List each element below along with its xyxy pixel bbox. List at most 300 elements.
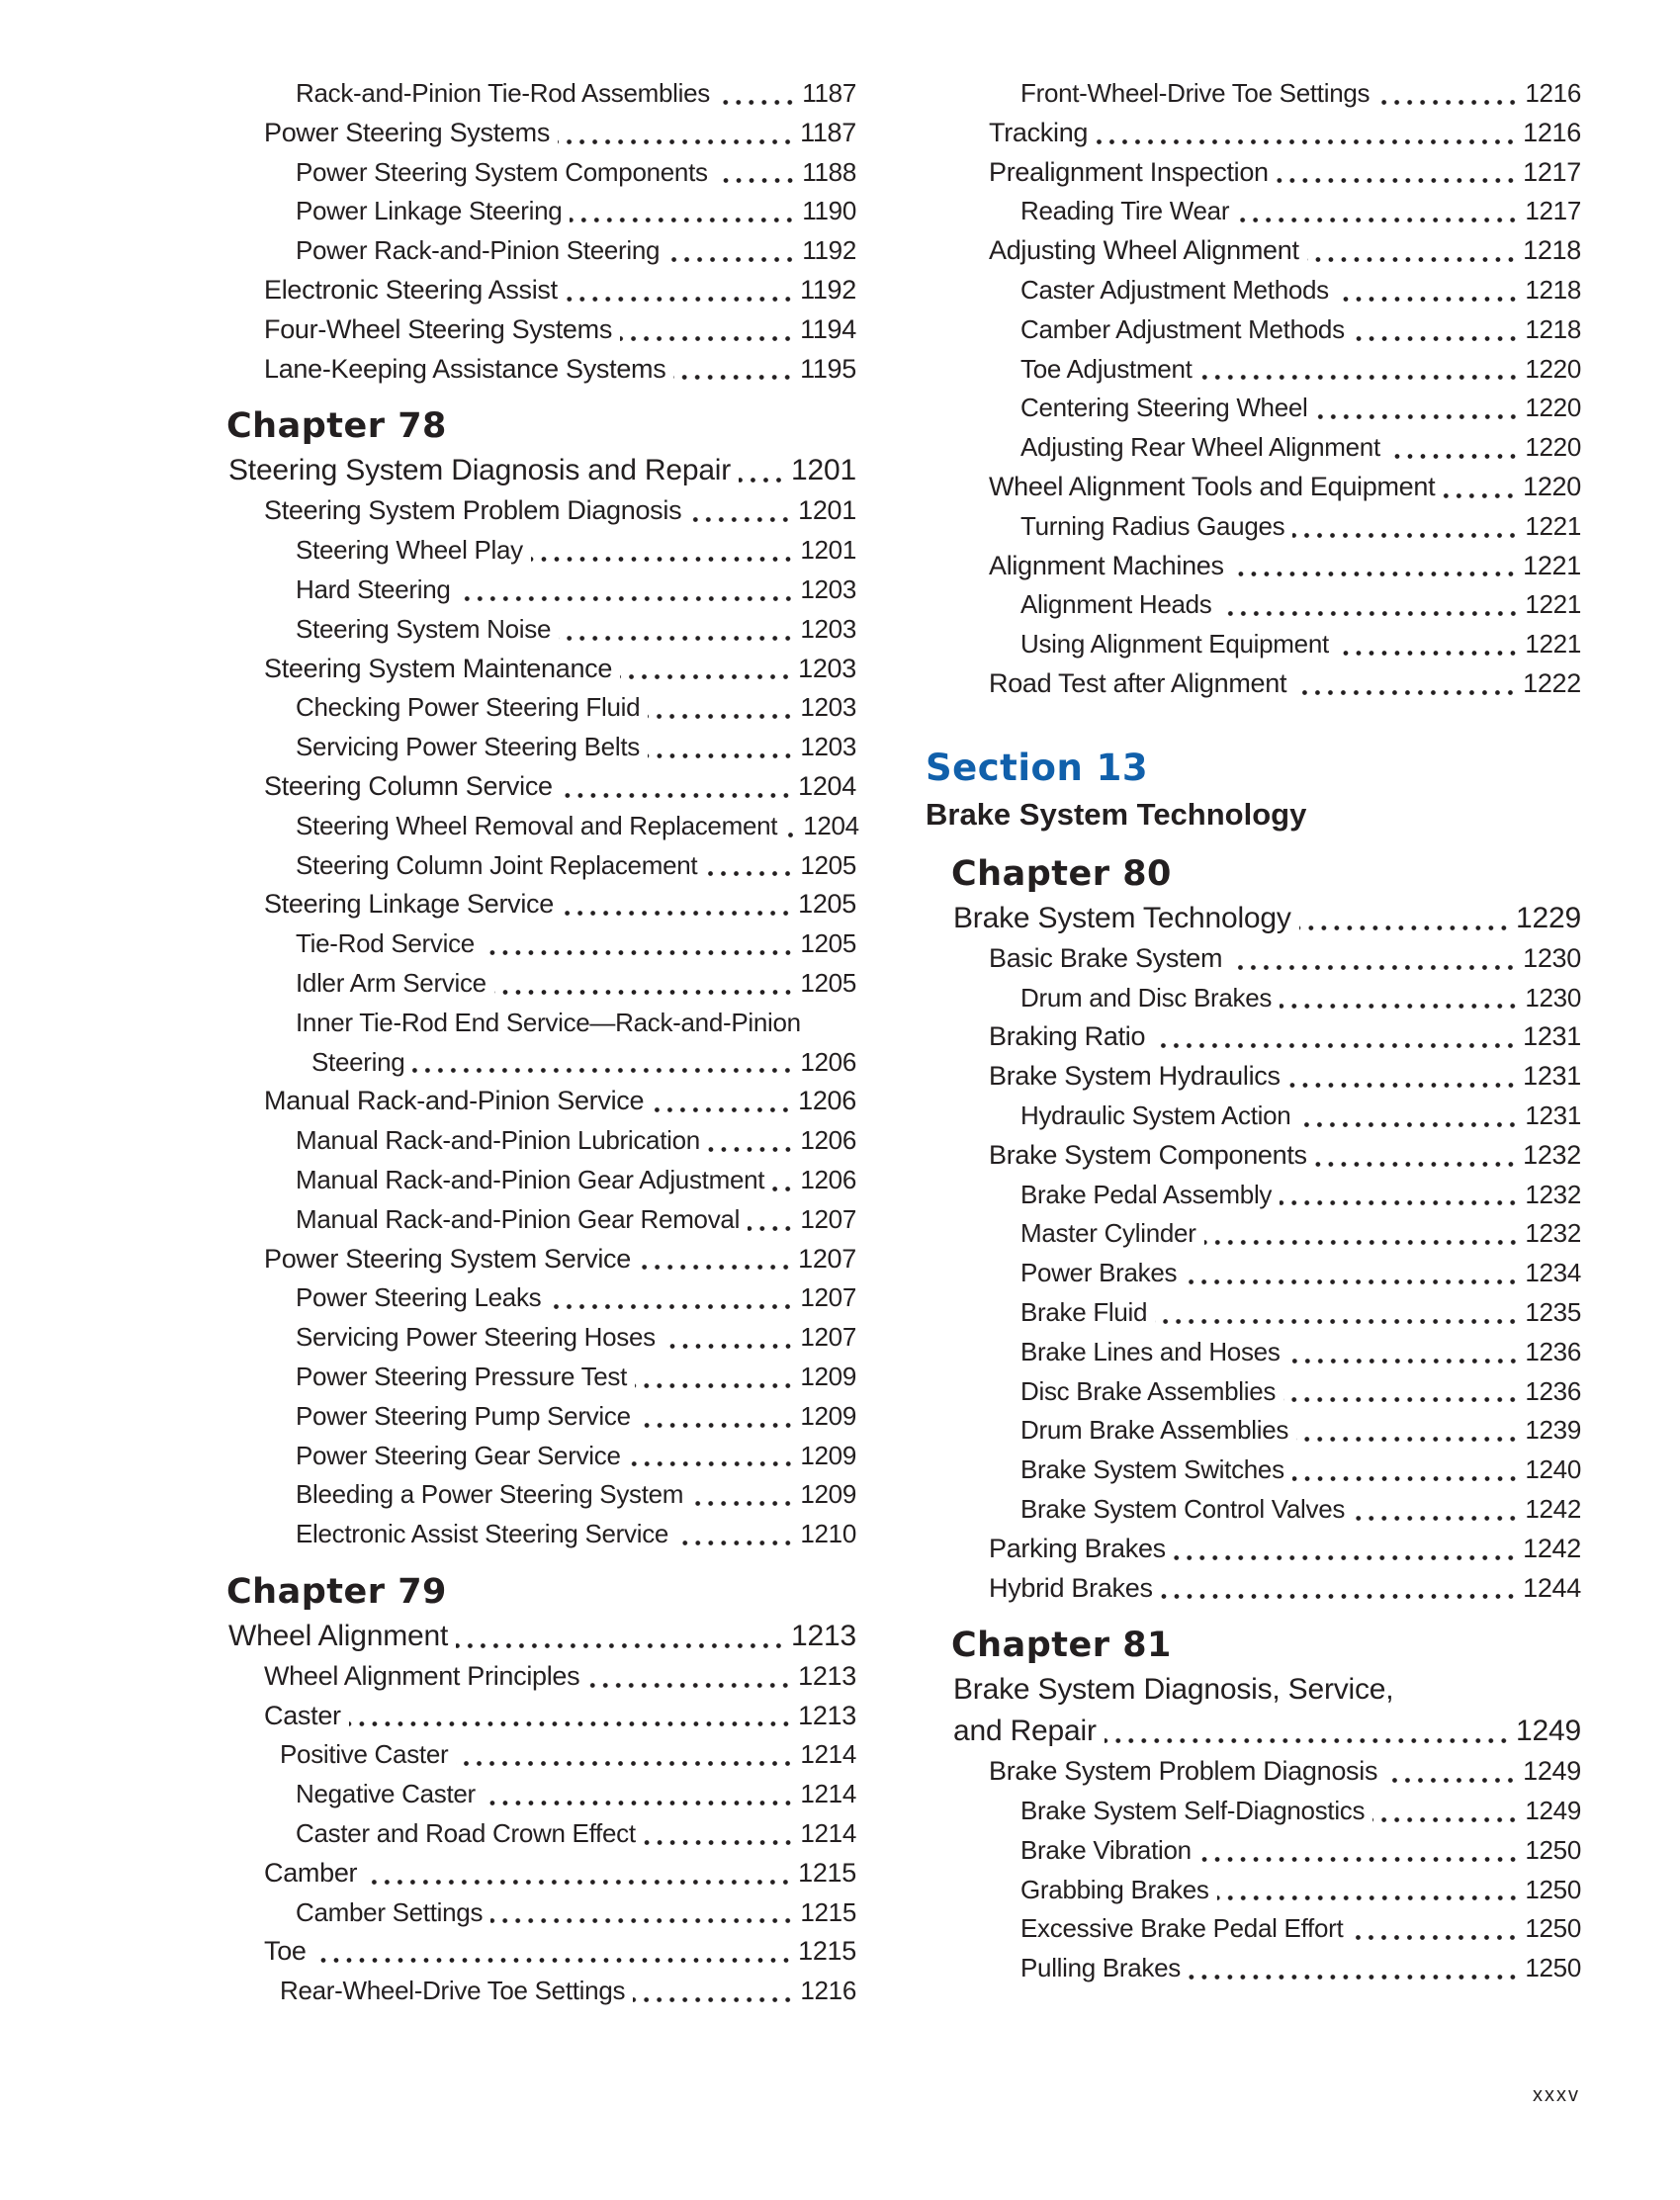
toc-entry-page: 1217 xyxy=(1523,156,1581,187)
toc-entry-label: Rack-and-Pinion Tie-Rod Assemblies xyxy=(296,78,710,108)
dot-leader xyxy=(549,1278,794,1318)
dot-leader xyxy=(1280,979,1519,1018)
toc-entry xyxy=(926,1372,1581,1412)
dot-leader xyxy=(456,1735,794,1775)
dot-leader xyxy=(1161,1569,1517,1609)
toc-entry-page: 1232 xyxy=(1525,1179,1581,1209)
toc-entry xyxy=(201,650,856,689)
toc-entry-page: 1232 xyxy=(1523,1139,1581,1170)
toc-entry-page: 1201 xyxy=(800,535,856,566)
toc-entry-page: 1250 xyxy=(1525,1834,1581,1865)
chapter-heading: Chapter 80 xyxy=(951,853,1172,894)
toc-entry-page: 1215 xyxy=(800,1896,856,1927)
toc-entry-page: 1220 xyxy=(1525,432,1581,463)
toc-entry xyxy=(926,271,1581,310)
toc-entry xyxy=(201,1893,856,1933)
toc-entry xyxy=(926,1057,1581,1097)
toc-entry-page: 1230 xyxy=(1523,942,1581,973)
toc-entry-page: 1188 xyxy=(802,156,856,187)
toc-entry xyxy=(201,491,856,531)
toc-entry-label: Brake System Hydraulics xyxy=(989,1061,1281,1092)
toc-entry xyxy=(201,1775,856,1814)
toc-entry xyxy=(201,807,859,846)
chapter-block xyxy=(201,402,856,491)
toc-entry-page: 1209 xyxy=(800,1479,856,1510)
toc-entry-label: Alignment Machines xyxy=(989,550,1224,580)
dot-leader xyxy=(620,650,792,689)
dot-leader xyxy=(1298,1097,1519,1136)
toc-entry-page: 1216 xyxy=(1523,117,1581,147)
toc-entry-label: Power Rack-and-Pinion Steering xyxy=(296,235,661,266)
toc-entry-page: 1229 xyxy=(1516,901,1581,934)
dot-leader xyxy=(562,885,792,924)
toc-entry-label: Basic Brake System xyxy=(989,942,1223,973)
toc-entry xyxy=(201,1814,856,1854)
toc-entry-page: 1209 xyxy=(800,1440,856,1470)
dot-leader xyxy=(1353,310,1520,350)
toc-entry-label: Reading Tire Wear xyxy=(1020,196,1230,226)
dot-leader xyxy=(689,491,792,531)
toc-entry-page: 1222 xyxy=(1523,667,1581,698)
dot-leader xyxy=(1353,1490,1519,1530)
toc-entry-label: Brake System Problem Diagnosis xyxy=(989,1756,1378,1787)
toc-entry-page: 1218 xyxy=(1525,274,1581,305)
dot-leader xyxy=(785,807,797,846)
toc-entry-label: Brake System Control Valves xyxy=(1020,1493,1346,1524)
dot-leader xyxy=(648,728,794,767)
toc-entry-page: 1214 xyxy=(800,1779,856,1809)
toc-entry-label: Power Steering Leaks xyxy=(296,1282,542,1313)
toc-entry-page: 1207 xyxy=(800,1282,856,1313)
toc-entry-label: Power Steering Pump Service xyxy=(296,1400,631,1431)
dot-leader xyxy=(314,1932,792,1972)
toc-entry-page: 1215 xyxy=(798,1936,856,1967)
toc-entry-page: 1220 xyxy=(1523,471,1581,501)
toc-entry-page: 1192 xyxy=(802,235,856,266)
dot-leader xyxy=(412,1043,794,1083)
chapter-block xyxy=(201,1568,856,1657)
toc-entry xyxy=(201,1004,856,1043)
dot-leader xyxy=(667,231,796,271)
dot-leader xyxy=(1307,231,1517,271)
section-heading: Section 13 xyxy=(926,746,1149,789)
toc-entry xyxy=(926,1214,1581,1254)
toc-entry-label: Camber Settings xyxy=(296,1896,484,1927)
toc-entry-label: Master Cylinder xyxy=(1020,1218,1196,1249)
toc-entry xyxy=(201,1932,856,1972)
toc-entry-page: 1236 xyxy=(1525,1375,1581,1406)
toc-entry-page: 1221 xyxy=(1525,589,1581,620)
toc-entry xyxy=(926,74,1581,114)
toc-entry-page: 1205 xyxy=(798,889,856,920)
chapter-heading: Chapter 78 xyxy=(226,406,447,447)
toc-entry xyxy=(926,1711,1581,1752)
toc-entry-label: Checking Power Steering Fluid xyxy=(296,692,641,723)
chapter-block xyxy=(926,1622,1581,1752)
toc-column-right xyxy=(926,74,1581,1988)
toc-entry-label: Negative Caster xyxy=(296,1779,476,1809)
toc-entry-page: 1213 xyxy=(798,1660,856,1691)
toc-entry-label: Turning Radius Gauges xyxy=(1020,510,1285,541)
toc-entry-page: 1204 xyxy=(803,810,859,840)
section-block xyxy=(926,744,1581,836)
toc-entry-label: Servicing Power Steering Belts xyxy=(296,732,640,762)
toc-entry-label: Prealignment Inspection xyxy=(989,156,1269,187)
toc-entry xyxy=(201,1437,856,1476)
dot-leader xyxy=(673,350,794,390)
dot-leader xyxy=(1232,547,1517,586)
toc-entry-label: Electronic Assist Steering Service xyxy=(296,1519,669,1549)
toc-entry-label: Brake System Switches xyxy=(1020,1454,1284,1485)
toc-entry xyxy=(201,571,856,610)
toc-entry-page: 1221 xyxy=(1525,629,1581,660)
toc-entry-page: 1214 xyxy=(800,1818,856,1849)
toc-entry-page: 1207 xyxy=(800,1322,856,1353)
toc-entry-label: Steering Wheel Removal and Replacement xyxy=(296,810,778,840)
toc-entry xyxy=(201,688,856,728)
toc-entry-label: Toe xyxy=(264,1936,307,1967)
dot-leader xyxy=(739,450,785,491)
toc-entry xyxy=(926,1569,1581,1609)
toc-entry xyxy=(201,1854,856,1893)
toc-entry xyxy=(201,885,856,924)
toc-entry-label: Camber xyxy=(264,1857,358,1888)
toc-entry-label: Steering System Problem Diagnosis xyxy=(264,495,682,526)
toc-entry-label: Hybrid Brakes xyxy=(989,1572,1153,1603)
dot-leader xyxy=(1237,192,1519,231)
toc-entry-label: Steering Wheel Play xyxy=(296,535,523,566)
toc-entry xyxy=(201,1278,856,1318)
toc-entry-label: Wheel Alignment Tools and Equipment xyxy=(989,471,1436,501)
toc-entry-page: 1204 xyxy=(798,770,856,801)
dot-leader xyxy=(644,1814,795,1854)
toc-entry xyxy=(201,1397,856,1437)
toc-entry xyxy=(926,547,1581,586)
toc-entry xyxy=(201,153,856,193)
toc-entry xyxy=(201,610,856,650)
toc-entry xyxy=(201,114,856,153)
toc-entry-page: 1213 xyxy=(791,1619,856,1652)
toc-entry-label: Manual Rack-and-Pinion Lubrication xyxy=(296,1125,700,1156)
toc-entry-page: 1231 xyxy=(1525,1100,1581,1130)
toc-entry-label: Manual Rack-and-Pinion Gear Adjustment xyxy=(296,1164,765,1194)
toc-entry-label: Alignment Heads xyxy=(1020,589,1212,620)
chapter-block xyxy=(926,850,1581,939)
toc-entry xyxy=(926,664,1581,704)
toc-entry xyxy=(201,1161,856,1200)
toc-entry-label: Bleeding a Power Steering System xyxy=(296,1479,684,1510)
toc-entry xyxy=(926,898,1581,939)
toc-entry-label: Caster Adjustment Methods xyxy=(1020,274,1329,305)
dot-leader xyxy=(1316,389,1520,428)
dot-leader xyxy=(531,531,794,571)
toc-entry-page: 1209 xyxy=(800,1361,856,1391)
dot-leader xyxy=(349,1697,792,1736)
toc-entry-label: Camber Adjustment Methods xyxy=(1020,313,1345,344)
toc-entry-label: Brake System Components xyxy=(989,1139,1307,1170)
toc-entry-label: Caster and Road Crown Effect xyxy=(296,1818,636,1849)
dot-leader xyxy=(570,192,796,231)
dot-leader xyxy=(1292,1451,1520,1490)
toc-entry-label: Toe Adjustment xyxy=(1020,353,1193,384)
toc-entry xyxy=(926,585,1581,625)
toc-entry-page: 1249 xyxy=(1525,1796,1581,1826)
dot-leader xyxy=(1277,153,1517,193)
toc-entry-label: Brake Vibration xyxy=(1020,1834,1192,1865)
toc-entry-label: Adjusting Rear Wheel Alignment xyxy=(1020,432,1380,463)
toc-entry-label: Power Steering Systems xyxy=(264,117,551,147)
toc-entry-page: 1220 xyxy=(1525,353,1581,384)
dot-leader xyxy=(1217,1871,1520,1910)
toc-entry xyxy=(201,192,856,231)
dot-leader xyxy=(1220,585,1520,625)
toc-entry-page: 1249 xyxy=(1523,1756,1581,1787)
toc-entry-page: 1206 xyxy=(800,1164,856,1194)
toc-entry xyxy=(201,310,856,350)
toc-entry-label: Steering System Noise xyxy=(296,613,552,644)
dot-leader xyxy=(1280,1176,1519,1215)
toc-entry-label: Steering xyxy=(311,1046,405,1077)
toc-entry xyxy=(201,964,856,1004)
toc-entry xyxy=(201,1735,856,1775)
toc-entry-label: Steering Column Joint Replacement xyxy=(296,849,698,880)
toc-entry-label: and Repair xyxy=(953,1715,1097,1748)
dot-leader xyxy=(716,153,797,193)
toc-entry xyxy=(926,1490,1581,1530)
dot-leader xyxy=(1294,664,1517,704)
toc-entry-label: Power Steering System Components xyxy=(296,156,708,187)
toc-entry xyxy=(201,74,856,114)
toc-entry xyxy=(926,153,1581,193)
toc-entry-page: 1207 xyxy=(800,1203,856,1234)
toc-entry xyxy=(926,1333,1581,1372)
dot-leader xyxy=(484,1775,794,1814)
toc-entry-page: 1230 xyxy=(1525,982,1581,1012)
chapter-heading: Chapter 81 xyxy=(951,1626,1172,1666)
toc-entry-page: 1195 xyxy=(800,353,856,384)
toc-entry-page: 1203 xyxy=(798,653,856,683)
toc-entry-page: 1250 xyxy=(1525,1953,1581,1983)
toc-entry-page: 1207 xyxy=(798,1243,856,1274)
toc-entry xyxy=(926,1254,1581,1293)
dot-leader xyxy=(1292,507,1519,547)
dot-leader xyxy=(708,1121,794,1161)
toc-entry-page: 1216 xyxy=(1525,78,1581,108)
toc-entry xyxy=(926,1451,1581,1490)
toc-entry xyxy=(926,1949,1581,1988)
toc-entry xyxy=(926,979,1581,1018)
page-number: xxxv xyxy=(1533,2084,1580,2106)
dot-leader xyxy=(1388,428,1519,468)
dot-leader xyxy=(1443,468,1517,507)
toc-entry-label: Inner Tie-Rod End Service—Rack-and-Pinion xyxy=(296,1007,801,1037)
toc-entry-label: Drum Brake Assemblies xyxy=(1020,1415,1289,1446)
toc-entry-label: Steering Column Service xyxy=(264,770,553,801)
toc-entry-page: 1232 xyxy=(1525,1218,1581,1249)
toc-entry-page: 1216 xyxy=(800,1976,856,2006)
chapter-heading: Chapter 79 xyxy=(226,1571,447,1612)
toc-entry-page: 1210 xyxy=(800,1519,856,1549)
toc-entry-label: Brake Lines and Hoses xyxy=(1020,1336,1281,1366)
dot-leader xyxy=(676,1515,794,1554)
dot-leader xyxy=(1199,1831,1520,1871)
toc-entry xyxy=(926,192,1581,231)
dot-leader xyxy=(1351,1909,1519,1949)
toc-entry xyxy=(201,1616,856,1657)
toc-entry-page: 1231 xyxy=(1523,1021,1581,1052)
toc-entry-page: 1236 xyxy=(1525,1336,1581,1366)
toc-entry-label: Four-Wheel Steering Systems xyxy=(264,313,613,344)
dot-leader xyxy=(1296,1411,1519,1451)
toc-entry xyxy=(201,1697,856,1736)
dot-leader xyxy=(639,1397,795,1437)
toc-entry xyxy=(201,271,856,310)
toc-entry-label: Tracking xyxy=(989,117,1089,147)
dot-leader xyxy=(1230,939,1517,979)
toc-entry-label: Manual Rack-and-Pinion Service xyxy=(264,1086,645,1116)
dot-leader xyxy=(648,688,794,728)
dot-leader xyxy=(1385,1752,1517,1792)
dot-leader xyxy=(1153,1017,1517,1057)
toc-entry-label: Tie-Rod Service xyxy=(296,928,475,959)
toc-entry-label: Excessive Brake Pedal Effort xyxy=(1020,1913,1344,1944)
toc-entry-page: 1234 xyxy=(1525,1258,1581,1288)
dot-leader xyxy=(1337,625,1519,664)
toc-entry-page: 1214 xyxy=(800,1739,856,1770)
toc-entry-page: 1249 xyxy=(1516,1715,1581,1748)
toc-entry-page: 1203 xyxy=(800,732,856,762)
toc-entry xyxy=(201,728,856,767)
toc-entry-label: Power Linkage Steering xyxy=(296,196,563,226)
toc-entry-label: Using Alignment Equipment xyxy=(1020,629,1329,660)
dot-leader xyxy=(456,1616,785,1657)
toc-entry xyxy=(201,231,856,271)
toc-entry-page: 1203 xyxy=(800,573,856,604)
dot-leader xyxy=(365,1854,792,1893)
section-title: Brake System Technology xyxy=(926,796,1307,832)
toc-entry xyxy=(201,924,856,964)
toc-entry-label: Adjusting Wheel Alignment xyxy=(989,235,1299,266)
dot-leader xyxy=(663,1318,795,1358)
toc-entry xyxy=(201,1972,856,2011)
toc-entry-label: Parking Brakes xyxy=(989,1533,1166,1563)
toc-entry-page: 1205 xyxy=(800,928,856,959)
toc-entry xyxy=(926,1017,1581,1057)
toc-entry xyxy=(926,1097,1581,1136)
toc-entry xyxy=(926,389,1581,428)
dot-leader xyxy=(494,964,795,1004)
toc-entry xyxy=(201,450,856,491)
toc-entry xyxy=(926,310,1581,350)
toc-entry-label: Power Brakes xyxy=(1020,1258,1178,1288)
dot-leader xyxy=(639,1240,792,1279)
toc-entry-label: Idler Arm Service xyxy=(296,967,486,998)
dot-leader xyxy=(587,1657,792,1697)
dot-leader xyxy=(1200,350,1520,390)
toc-entry xyxy=(926,1293,1581,1333)
toc-entry-page: 1213 xyxy=(798,1700,856,1730)
toc-entry xyxy=(926,507,1581,547)
toc-entry-label: Braking Ratio xyxy=(989,1021,1146,1052)
toc-entry-page: 1215 xyxy=(798,1857,856,1888)
toc-entry-label: Steering System Diagnosis and Repair xyxy=(228,454,732,487)
dot-leader xyxy=(635,1358,794,1397)
toc-entry-page: 1209 xyxy=(800,1400,856,1431)
toc-entry-page: 1194 xyxy=(800,313,856,344)
dot-leader xyxy=(558,114,794,153)
toc-column-left xyxy=(201,74,859,2011)
dot-leader xyxy=(620,310,794,350)
toc-entry-page: 1203 xyxy=(800,613,856,644)
toc-entry-page: 1235 xyxy=(1525,1296,1581,1327)
toc-entry xyxy=(926,1530,1581,1569)
dot-leader xyxy=(1155,1293,1519,1333)
toc-entry-label: Hydraulic System Action xyxy=(1020,1100,1291,1130)
toc-entry-label: Rear-Wheel-Drive Toe Settings xyxy=(280,1976,626,2006)
toc-entry xyxy=(926,1136,1581,1176)
toc-entry xyxy=(201,350,856,390)
toc-entry xyxy=(201,1657,856,1697)
dot-leader xyxy=(748,1200,794,1240)
dot-leader xyxy=(566,271,794,310)
toc-entry xyxy=(201,1200,856,1240)
toc-entry xyxy=(926,939,1581,979)
toc-entry-label: Grabbing Brakes xyxy=(1020,1874,1209,1904)
dot-leader xyxy=(1174,1530,1517,1569)
toc-entry xyxy=(926,1871,1581,1910)
toc-entry-page: 1203 xyxy=(800,692,856,723)
toc-entry-page: 1206 xyxy=(800,1046,856,1077)
toc-entry-label: Brake System Self-Diagnostics xyxy=(1020,1796,1366,1826)
toc-entry-label: Road Test after Alignment xyxy=(989,667,1287,698)
toc-entry xyxy=(926,350,1581,390)
toc-entry-label: Disc Brake Assemblies xyxy=(1020,1375,1277,1406)
dot-leader xyxy=(1337,271,1519,310)
toc-entry-label: Caster xyxy=(264,1700,341,1730)
dot-leader xyxy=(483,924,794,964)
toc-entry-label: Power Steering Pressure Test xyxy=(296,1361,628,1391)
dot-leader xyxy=(1189,1949,1519,1988)
toc-entry-page: 1205 xyxy=(800,849,856,880)
toc-entry xyxy=(201,1515,856,1554)
toc-entry xyxy=(201,531,856,571)
toc-entry-page: 1217 xyxy=(1525,196,1581,226)
toc-entry xyxy=(201,1318,856,1358)
toc-entry xyxy=(926,1831,1581,1871)
toc-entry-page: 1201 xyxy=(798,495,856,526)
toc-entry-page: 1201 xyxy=(791,454,856,487)
toc-entry-label: Wheel Alignment xyxy=(228,1619,449,1652)
toc-entry-label: Servicing Power Steering Hoses xyxy=(296,1322,656,1353)
chapter-title xyxy=(926,1669,1581,1711)
toc-entry-label: Power Steering Gear Service xyxy=(296,1440,621,1470)
toc-entry xyxy=(926,1752,1581,1792)
toc-entry-page: 1242 xyxy=(1525,1493,1581,1524)
toc-entry xyxy=(926,114,1581,153)
dot-leader xyxy=(1315,1136,1517,1176)
toc-entry-page: 1242 xyxy=(1523,1533,1581,1563)
dot-leader xyxy=(1288,1057,1517,1097)
toc-entry xyxy=(926,625,1581,664)
dot-leader xyxy=(561,767,792,807)
dot-leader xyxy=(1299,898,1510,939)
toc-entry-page: 1221 xyxy=(1525,510,1581,541)
dot-leader xyxy=(652,1082,792,1121)
dot-leader xyxy=(1288,1333,1520,1372)
toc-entry-page: 1192 xyxy=(800,274,856,305)
toc-entry-label: Power Steering System Service xyxy=(264,1243,631,1274)
toc-entry-page: 1187 xyxy=(802,78,856,108)
